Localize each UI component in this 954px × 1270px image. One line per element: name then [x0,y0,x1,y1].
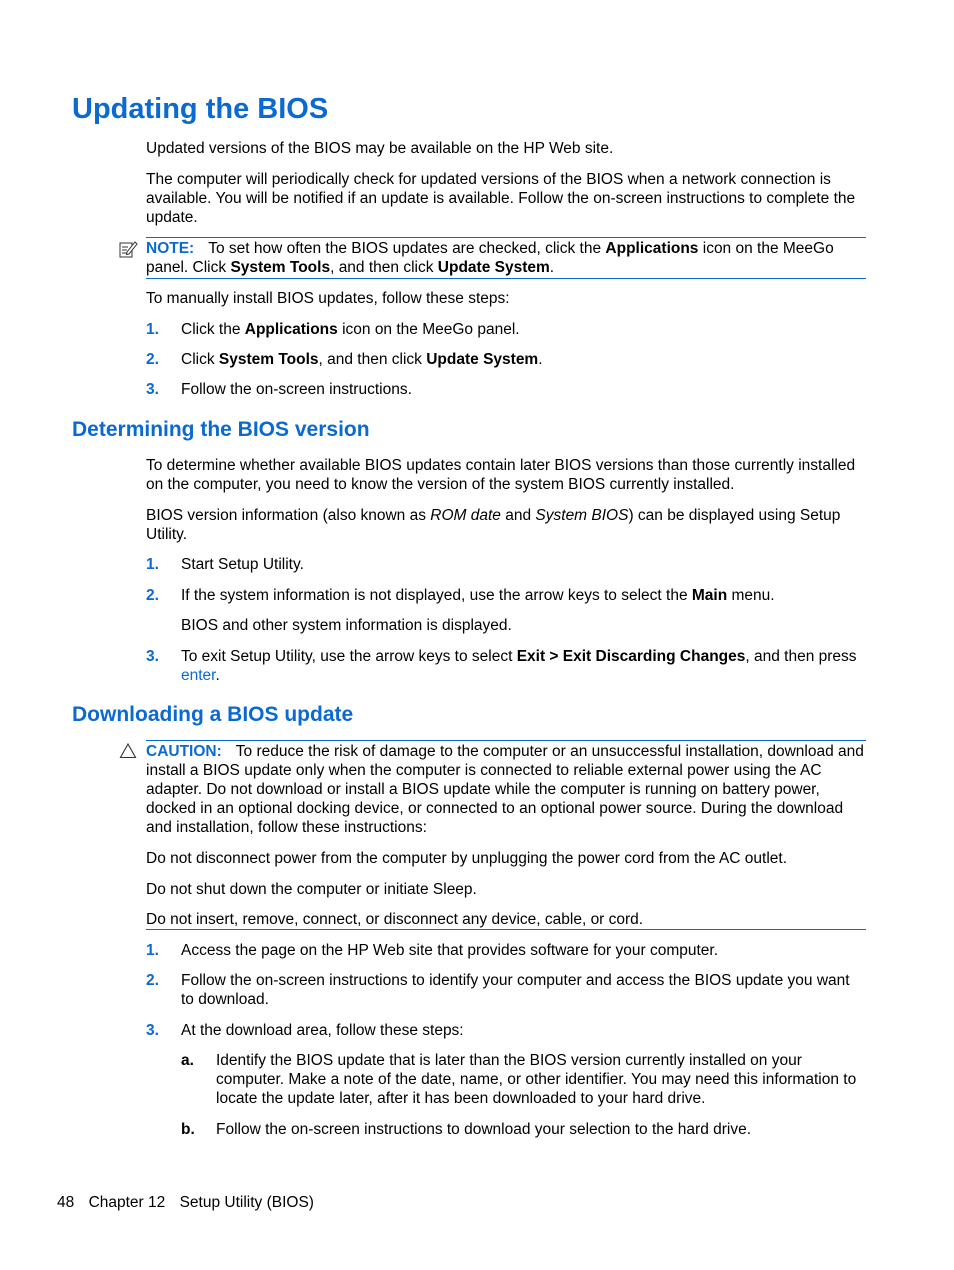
caution-paragraph-4: Do not insert, remove, connect, or disconnect any device, cable, or cord. [146,911,644,928]
section-heading-download: Downloading a BIOS update [72,703,354,726]
substep-letter: b. [181,1121,195,1138]
intro-paragraph-1: Updated versions of the BIOS may be available on the HP Web site. [146,140,614,157]
note-pencil-icon [118,239,138,259]
footer-chapter-title: Setup Utility (BIOS) [179,1194,314,1211]
step-number: 3. [146,381,159,398]
list-item: Follow the on-screen instructions to download your selection to the hard drive. [216,1121,752,1138]
step-number: 2. [146,587,159,604]
determine-paragraph-1: To determine whether available BIOS updates contain later BIOS versions than those currently installed on the computer, you need to know the version of the system BIOS currently installed. [146,457,856,493]
note-label: NOTE: [146,240,195,257]
step-note: BIOS and other system information is displayed. [181,617,512,634]
step-number: 3. [146,648,159,665]
step-number: 3. [146,1022,159,1039]
page-title: Updating the BIOS [72,93,329,125]
enter-key-link[interactable]: enter [181,667,216,684]
list-item: Follow the on-screen instructions. [181,381,412,398]
page-footer [57,1193,324,1212]
note-bottom-rule [146,278,866,279]
step-number: 2. [146,351,159,368]
list-item: Identify the BIOS update that is later than the BIOS version currently installed on your computer. Make a note of the date, name, or other identifier. You may need this information to locate the update later, after it has been downloaded to your hard drive. [216,1052,857,1107]
caution-triangle-icon [119,742,137,760]
section-heading-version: Determining the BIOS version [72,418,370,441]
list-item: Click the Applications icon on the MeeGo panel. [181,321,520,338]
step-number: 2. [146,972,159,989]
caution-top-rule [146,740,866,741]
caution-paragraph-2: Do not disconnect power from the computer by unplugging the power cord from the AC outlet. [146,850,788,867]
step-number: 1. [146,942,159,959]
footer-chapter: Chapter 12 [88,1194,166,1211]
list-item: Start Setup Utility. [181,556,304,573]
caution-paragraph-3: Do not shut down the computer or initiate Sleep. [146,881,477,898]
note-text: NOTE: To set how often the BIOS updates are checked, click the Applications icon on the MeeGo panel. Click System Tools, and then click Update System. [146,240,834,276]
intro-paragraph-2: The computer will periodically check for updated versions of the BIOS when a network connection is available. You will be notified if an update is available. Follow the on-screen instructions to complete the update. [146,171,856,226]
list-item: To exit Setup Utility, use the arrow keys to select Exit > Exit Discarding Changes, and then press enter. [181,648,857,684]
step-number: 1. [146,556,159,573]
caution-label: CAUTION: [146,743,222,760]
list-item: At the download area, follow these steps: [181,1022,464,1039]
substep-letter: a. [181,1052,194,1069]
determine-paragraph-2: BIOS version information (also known as ROM date and System BIOS) can be displayed using Setup Utility. [146,507,841,543]
page-number: 48 [57,1194,75,1211]
list-item: Access the page on the HP Web site that provides software for your computer. [181,942,719,959]
list-item: Follow the on-screen instructions to identify your computer and access the BIOS update you want to download. [181,972,850,1008]
caution-text: CAUTION: To reduce the risk of damage to the computer or an unsuccessful installation, download and install a BIOS update only when the computer is connected to reliable external power using the AC adapter. Do not download or install a BIOS update while the computer is running on battery power, docked in an optional docking device, or connected to an optional power source. During the download and installation, follow these instructions: [146,743,864,836]
manual-intro: To manually install BIOS updates, follow these steps: [146,290,510,307]
step-number: 1. [146,321,159,338]
note-top-rule [146,237,866,238]
caution-bottom-rule [146,929,866,930]
list-item: Click System Tools, and then click Update System. [181,351,543,368]
list-item: If the system information is not displayed, use the arrow keys to select the Main menu. [181,587,775,604]
